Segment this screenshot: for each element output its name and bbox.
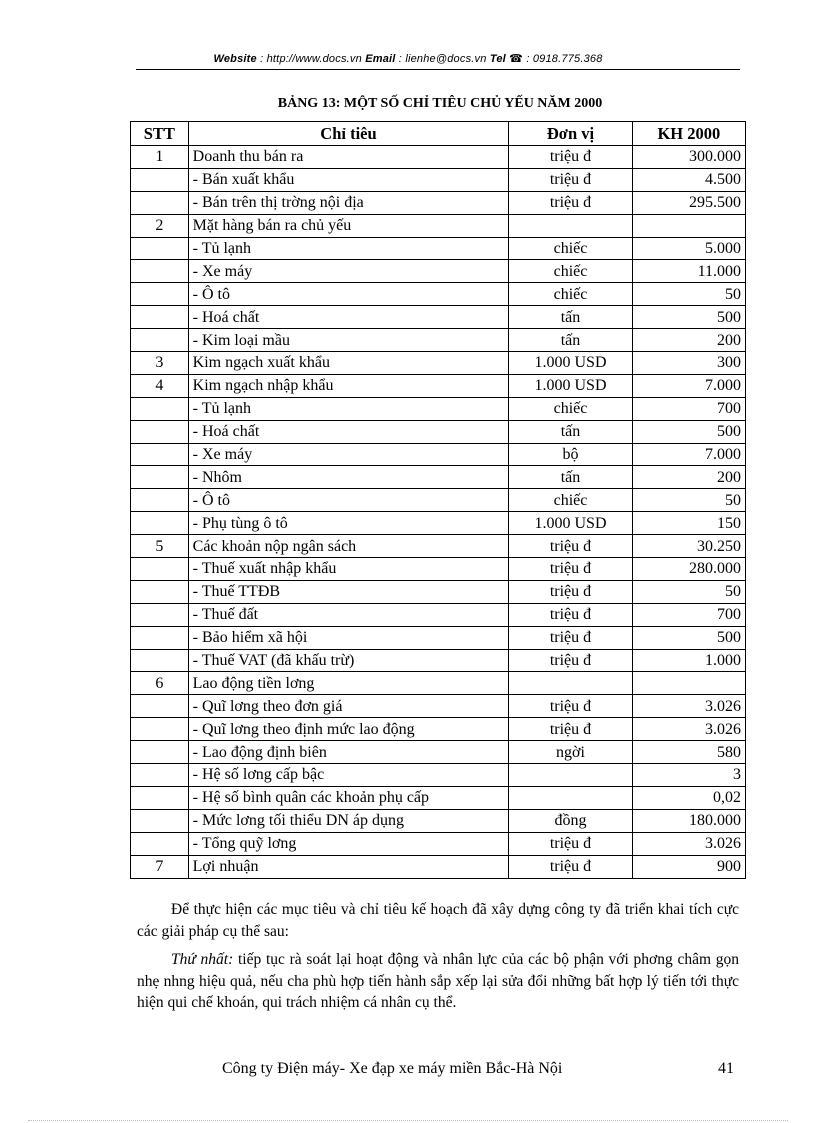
table-body [131, 146, 746, 879]
unit-cell: 1.000 USD [509, 512, 632, 535]
plan-value-cell: 200 [632, 466, 745, 489]
indicator-cell: - Mức lơng tối thiểu DN áp dụng [188, 809, 509, 832]
stt-cell: 4 [131, 374, 189, 397]
email-label: Email [365, 53, 396, 65]
table-row [131, 168, 746, 191]
plan-value-cell: 900 [632, 855, 745, 878]
stt-cell [131, 741, 189, 764]
table-row [131, 603, 746, 626]
table-row [131, 626, 746, 649]
unit-cell: đồng [509, 809, 632, 832]
paragraph-intro: Để thực hiện các mục tiêu và chỉ tiêu kế hoạch đã xây dựng công ty đã triển khai tích cực các giải pháp cụ thể sau: [137, 901, 739, 940]
table-row [131, 443, 746, 466]
indicator-cell: - Thuế xuất nhập khẩu [188, 558, 509, 581]
table-header-row [131, 122, 746, 146]
table-row [131, 764, 746, 787]
indicator-cell: - Xe máy [188, 260, 509, 283]
table-row [131, 397, 746, 420]
unit-cell: triệu đ [509, 535, 632, 558]
indicator-cell: - Ô tô [188, 283, 509, 306]
indicator-cell: - Hệ số lơng cấp bậc [188, 764, 509, 787]
table-row [131, 306, 746, 329]
table-row [131, 649, 746, 672]
table-row [131, 580, 746, 603]
column-header-indicator: Chỉ tiêu [188, 122, 509, 146]
header-divider [136, 69, 740, 70]
stt-cell [131, 283, 189, 306]
plan-value-cell: 500 [632, 306, 745, 329]
table-row [131, 283, 746, 306]
unit-cell: bộ [509, 443, 632, 466]
website-label: Website [213, 53, 257, 65]
unit-cell: triệu đ [509, 855, 632, 878]
indicator-cell: - Tủ lạnh [188, 397, 509, 420]
plan-value-cell: 280.000 [632, 558, 745, 581]
indicator-cell: - Bán xuất khẩu [188, 168, 509, 191]
paragraph-lead: Thứ nhất: [171, 951, 234, 968]
indicator-cell: - Ô tô [188, 489, 509, 512]
stt-cell [131, 649, 189, 672]
footer-company: Công ty Điện máy- Xe đạp xe máy miền Bắc-Hà Nội [222, 1060, 563, 1077]
plan-value-cell: 295.500 [632, 191, 745, 214]
stt-cell [131, 512, 189, 535]
unit-cell: triệu đ [509, 626, 632, 649]
plan-value-cell: 50 [632, 283, 745, 306]
table-row [131, 672, 746, 695]
stt-cell: 2 [131, 214, 189, 237]
indicator-cell: - Bảo hiểm xã hội [188, 626, 509, 649]
unit-cell: chiếc [509, 397, 632, 420]
table-row [131, 786, 746, 809]
plan-value-cell: 1.000 [632, 649, 745, 672]
table-row [131, 832, 746, 855]
plan-value-cell: 7.000 [632, 443, 745, 466]
plan-value-cell: 50 [632, 580, 745, 603]
unit-cell: triệu đ [509, 832, 632, 855]
indicator-cell: - Phụ tùng ô tô [188, 512, 509, 535]
tel-number: : 0918.775.368 [523, 53, 603, 65]
table-row [131, 466, 746, 489]
indicator-cell: Mặt hàng bán ra chủ yếu [188, 214, 509, 237]
plan-value-cell: 11.000 [632, 260, 745, 283]
stt-cell [131, 603, 189, 626]
plan-value-cell: 500 [632, 420, 745, 443]
stt-cell: 7 [131, 855, 189, 878]
unit-cell: chiếc [509, 283, 632, 306]
indicator-cell: - Hệ số bình quân các khoản phụ cấp [188, 786, 509, 809]
stt-cell [131, 191, 189, 214]
table-row [131, 741, 746, 764]
unit-cell: triệu đ [509, 558, 632, 581]
column-header-unit: Đơn vị [509, 122, 632, 146]
page-header [0, 52, 816, 65]
indicator-cell: - Quĩ lơng theo đơn giá [188, 695, 509, 718]
indicator-cell: - Hoá chất [188, 306, 509, 329]
unit-cell [509, 764, 632, 787]
indicators-table [130, 121, 746, 879]
stt-cell [131, 237, 189, 260]
plan-value-cell: 50 [632, 489, 745, 512]
stt-cell: 5 [131, 535, 189, 558]
plan-value-cell: 180.000 [632, 809, 745, 832]
unit-cell: triệu đ [509, 718, 632, 741]
table-title: BẢNG 13: MỘT SỐ CHỈ TIÊU CHỦ YẾU NĂM 2000 [277, 96, 603, 111]
stt-cell [131, 420, 189, 443]
table-row [131, 374, 746, 397]
plan-value-cell: 30.250 [632, 535, 745, 558]
plan-value-cell: 0,02 [632, 786, 745, 809]
stt-cell [131, 558, 189, 581]
indicator-cell: - Thuế đất [188, 603, 509, 626]
plan-value-cell: 7.000 [632, 374, 745, 397]
table-row [131, 352, 746, 375]
unit-cell: triệu đ [509, 146, 632, 169]
indicator-cell: - Thuế TTĐB [188, 580, 509, 603]
phone-icon: ☎ [509, 53, 524, 65]
plan-value-cell: 200 [632, 329, 745, 352]
stt-cell [131, 809, 189, 832]
stt-cell: 1 [131, 146, 189, 169]
website-url[interactable]: : http://www.docs.vn [256, 53, 366, 65]
unit-cell: triệu đ [509, 695, 632, 718]
unit-cell: triệu đ [509, 603, 632, 626]
table-row [131, 260, 746, 283]
unit-cell: ngời [509, 741, 632, 764]
stt-cell [131, 329, 189, 352]
stt-cell [131, 626, 189, 649]
plan-value-cell: 700 [632, 603, 745, 626]
indicator-cell: - Thuế VAT (đã khấu trừ) [188, 649, 509, 672]
unit-cell: triệu đ [509, 191, 632, 214]
unit-cell: chiếc [509, 237, 632, 260]
plan-value-cell: 3.026 [632, 718, 745, 741]
table-row [131, 695, 746, 718]
stt-cell: 3 [131, 352, 189, 375]
indicator-cell: Các khoản nộp ngân sách [188, 535, 509, 558]
unit-cell: chiếc [509, 489, 632, 512]
unit-cell: tấn [509, 329, 632, 352]
tel-label: Tel [489, 53, 506, 65]
plan-value-cell: 700 [632, 397, 745, 420]
plan-value-cell: 580 [632, 741, 745, 764]
stt-cell [131, 466, 189, 489]
column-header-plan: KH 2000 [632, 122, 745, 146]
stt-cell [131, 786, 189, 809]
unit-cell [509, 214, 632, 237]
stt-cell [131, 489, 189, 512]
indicator-cell: - Nhôm [188, 466, 509, 489]
stt-cell [131, 306, 189, 329]
indicator-cell: - Kim loại mầu [188, 329, 509, 352]
indicator-cell: Doanh thu bán ra [188, 146, 509, 169]
unit-cell: tấn [509, 306, 632, 329]
unit-cell: triệu đ [509, 649, 632, 672]
plan-value-cell: 300.000 [632, 146, 745, 169]
stt-cell [131, 260, 189, 283]
table-row [131, 512, 746, 535]
paragraph-body: tiếp tục rà soát lại hoạt động và nhân lực của các bộ phận với phơng châm gọn nhẹ nhng hiệu quả, nếu cha phù hợp tiến hành sắp xếp lại sửa đổi những bất hợp lý tiến tới thực hiện qui chế khoán, qui trách nhiệm cá nhân cụ thể. [137, 951, 739, 1011]
column-header-stt: STT [131, 122, 189, 146]
paragraph-first-measure [137, 949, 739, 1014]
plan-value-cell: 300 [632, 352, 745, 375]
stt-cell [131, 832, 189, 855]
table-row [131, 420, 746, 443]
stt-cell: 6 [131, 672, 189, 695]
unit-cell: triệu đ [509, 168, 632, 191]
indicator-cell: - Bán trên thị trờng nội địa [188, 191, 509, 214]
stt-cell [131, 695, 189, 718]
plan-value-cell: 150 [632, 512, 745, 535]
unit-cell: 1.000 USD [509, 352, 632, 375]
plan-value-cell: 3 [632, 764, 745, 787]
unit-cell [509, 672, 632, 695]
table-row [131, 535, 746, 558]
stt-cell [131, 764, 189, 787]
indicator-cell: - Lao động định biên [188, 741, 509, 764]
indicator-cell: - Hoá chất [188, 420, 509, 443]
indicator-cell: Kim ngạch xuất khẩu [188, 352, 509, 375]
unit-cell: tấn [509, 420, 632, 443]
indicator-cell: - Xe máy [188, 443, 509, 466]
stt-cell [131, 168, 189, 191]
indicator-cell: Kim ngạch nhập khẩu [188, 374, 509, 397]
table-row [131, 146, 746, 169]
table-row [131, 237, 746, 260]
table-row [131, 855, 746, 878]
plan-value-cell: 5.000 [632, 237, 745, 260]
indicator-cell: Lợi nhuận [188, 855, 509, 878]
plan-value-cell: 500 [632, 626, 745, 649]
table-row [131, 214, 746, 237]
body-text [137, 899, 739, 1014]
table-row [131, 809, 746, 832]
plan-value-cell: 3.026 [632, 832, 745, 855]
unit-cell: 1.000 USD [509, 374, 632, 397]
table-row [131, 489, 746, 512]
indicator-cell: - Tổng quỹ lơng [188, 832, 509, 855]
table-row [131, 558, 746, 581]
unit-cell [509, 786, 632, 809]
email-address[interactable]: : lienhe@docs.vn [395, 53, 490, 65]
bottom-divider [28, 1120, 788, 1121]
plan-value-cell: 4.500 [632, 168, 745, 191]
page-number: 41 [718, 1060, 734, 1077]
stt-cell [131, 443, 189, 466]
indicator-cell: Lao động tiền lơng [188, 672, 509, 695]
indicator-cell: - Tủ lạnh [188, 237, 509, 260]
stt-cell [131, 580, 189, 603]
table-row [131, 191, 746, 214]
unit-cell: tấn [509, 466, 632, 489]
plan-value-cell: 3.026 [632, 695, 745, 718]
stt-cell [131, 397, 189, 420]
unit-cell: triệu đ [509, 580, 632, 603]
stt-cell [131, 718, 189, 741]
indicator-cell: - Quĩ lơng theo định mức lao động [188, 718, 509, 741]
plan-value-cell [632, 214, 745, 237]
table-row [131, 718, 746, 741]
table-row [131, 329, 746, 352]
plan-value-cell [632, 672, 745, 695]
unit-cell: chiếc [509, 260, 632, 283]
